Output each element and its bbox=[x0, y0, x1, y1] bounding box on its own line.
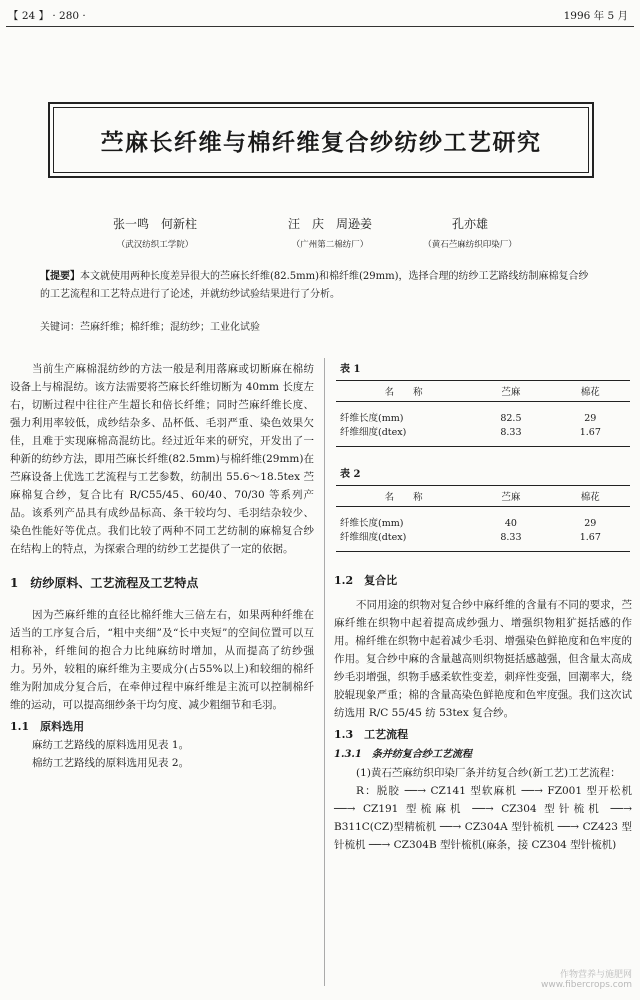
table-row-cotton bbox=[551, 402, 630, 447]
author-group-3: 孔亦雄 bbox=[451, 217, 488, 231]
table-cell: 82.5 bbox=[500, 413, 522, 424]
section-1-3-1-heading: 1.3.1 条并纺复合纱工艺流程 bbox=[334, 749, 472, 760]
section-1-2-heading: 1.2 复合比 bbox=[334, 574, 398, 587]
title-frame bbox=[48, 102, 594, 178]
author-group-1: 张一鸣 何新柱 bbox=[112, 217, 197, 231]
section-1-heading: 1 纺纱原料、工艺流程及工艺特点 bbox=[10, 576, 199, 590]
table-row-labels bbox=[336, 507, 471, 552]
table-cell: 1.67 bbox=[579, 532, 601, 543]
table-2-header-ramie: 苎麻 bbox=[471, 486, 550, 507]
table-cell: 29 bbox=[584, 518, 597, 529]
table-cell: 1.67 bbox=[579, 427, 601, 438]
table-1 bbox=[336, 380, 630, 447]
table-2-header-name: 名 称 bbox=[336, 486, 471, 507]
table-1-label: 表 1 bbox=[340, 364, 361, 375]
intro-paragraph: 当前生产麻棉混纺纱的方法一般是利用落麻或切断麻在棉纺设备上与棉混纺。该方法需要将苎麻长纤维切断为 40mm 长度左右，切断过程中往往产生超长和倍长纤维；同时苎麻纤维长度、强力利用率较低，成纱结杂多、品杯低、毛羽严重、染色效果欠佳，且难于实现麻棉高混纺比。经过近年来的研究，开发出了一种新的纺纱方法，即用苎麻长纤维(82.5mm)与棉纤维(29mm)在苎麻设备上优选工艺流程与工艺参数，纺制出 55.6～18.5tex 苎麻棉复合纱，复合比有 R/C55/45、60/40、70/30 等系列产品。该系列产品具有成纱品标高、条干较均匀、毛羽结杂较少、染色性能好等优点。我们比较了两种不同工艺纺制的麻棉复合纱在结构上的特点，为探索合理的纺纱工艺提供了一定的依据。 bbox=[10, 363, 314, 555]
section-1-paragraph: 因为苎麻纤维的直径比棉纤维大三倍左右，如果两种纤维在适当的工序复合后，“粗中夹细”及“长中夹短”的空间位置可以互相称补，纤维间的抱合力比纯麻纺时增加，从而提高了纺纱强力。另外，较粗的麻纤维为主要成分(占55%以上)和较细的棉纤维为附加成分复合后，在牵伸过程中麻纤维是主流可以控制棉纤维的运动，可以提高细纱条干均匀度、减少粗细节和毛羽。 bbox=[10, 609, 314, 711]
affiliation-1: （武汉纺织工学院） bbox=[116, 240, 194, 250]
table-row-ramie bbox=[471, 507, 550, 552]
affiliation-3: （黄石苎麻纺织印染厂） bbox=[423, 240, 517, 250]
table-cell: 29 bbox=[584, 413, 597, 424]
abstract bbox=[40, 268, 598, 303]
right-column bbox=[334, 572, 632, 854]
left-column bbox=[10, 360, 314, 772]
issue-date: 1996 年 5 月 bbox=[563, 10, 628, 22]
table-cell: 纤维细度(dtex) bbox=[340, 427, 407, 438]
journal-page-number: 【 24 】 · 280 · bbox=[8, 10, 86, 22]
table-cell: 纤维长度(mm) bbox=[340, 518, 404, 529]
table-cell: 8.33 bbox=[500, 427, 522, 438]
table-2-label: 表 2 bbox=[340, 469, 361, 480]
table-cell: 纤维长度(mm) bbox=[340, 413, 404, 424]
table-1-header-cotton: 棉花 bbox=[551, 381, 630, 402]
section-1-1-line-1: 麻纺工艺路线的原料选用见表 1。 bbox=[32, 739, 190, 751]
affiliation-2: （广州第二棉纺厂） bbox=[291, 240, 369, 250]
section-1-1-line-2: 棉纺工艺路线的原料选用见表 2。 bbox=[32, 757, 190, 769]
table-1-header-ramie: 苎麻 bbox=[471, 381, 550, 402]
running-header bbox=[8, 6, 632, 24]
table-1-header-name: 名 称 bbox=[336, 381, 471, 402]
column-divider bbox=[324, 358, 325, 986]
section-1-1-heading: 1.1 原料选用 bbox=[10, 720, 85, 733]
author-group-2: 汪 庆 周逊姜 bbox=[287, 217, 372, 231]
section-1-3-heading: 1.3 工艺流程 bbox=[334, 728, 409, 741]
watermark: 作物营养与施肥网 www.fibercrops.com bbox=[541, 970, 632, 990]
abstract-label: 【提要】 bbox=[40, 271, 80, 282]
table-cell: 纤维细度(dtex) bbox=[340, 532, 407, 543]
process-flow-text: R：脱胶 ──→ CZ141 型软麻机 ──→ FZ001 型开松机 ──→ CZ191 型梳麻机 ──→ CZ304 型针梳机 ──→ B311C(CZ)型精梳机 ──→ CZ304A 型针梳机 ──→ CZ423 型针梳机 ──→ CZ304B 型针梳机(麻条，接 CZ304 型针梳机) bbox=[334, 785, 632, 851]
table-2 bbox=[336, 485, 630, 552]
table-cell: 8.33 bbox=[500, 532, 522, 543]
keywords: 关键词：苎麻纤维；棉纤维；混纺纱；工业化试验 bbox=[40, 322, 260, 333]
table-row-cotton bbox=[551, 507, 630, 552]
table-cell: 40 bbox=[504, 518, 517, 529]
header-rule bbox=[6, 26, 634, 27]
section-1-2-paragraph: 不同用途的织物对复合纱中麻纤维的含量有不同的要求，苎麻纤维在织物中起着提高成纱强力、增强织物粗犷挺括感的作用。棉纤维在织物中起着减少毛羽、增强染色鲜艳度和色牢度的作用。复合纱中麻的含量越高则织物挺括感越强，但含量太高成纱毛羽增强，织物手感柔软性变差，刺痒性变强，回潮率大，绕胶辊现象严重；棉的含量高染色鲜艳度和色牢度强。我们这次试纺选用 R/C 55/45 纺 53tex 复合纱。 bbox=[334, 599, 632, 719]
table-2-header-cotton: 棉花 bbox=[551, 486, 630, 507]
abstract-text: 本文就使用两种长度差异很大的苎麻长纤维(82.5mm)和棉纤维(29mm)，选择合理的纺纱工艺路线纺制麻棉复合纱的工艺流程和工艺特点进行了论述，并就纺纱试验结果进行了分析。 bbox=[40, 271, 589, 300]
table-row-ramie bbox=[471, 402, 550, 447]
table-row-labels bbox=[336, 402, 471, 447]
section-1-3-1-paragraph: (1)黄石苎麻纺织印染厂条并纺复合纱(新工艺)工艺流程： bbox=[356, 767, 621, 779]
paper-title: 苎麻长纤维与棉纤维复合纱纺纱工艺研究 bbox=[100, 128, 542, 156]
